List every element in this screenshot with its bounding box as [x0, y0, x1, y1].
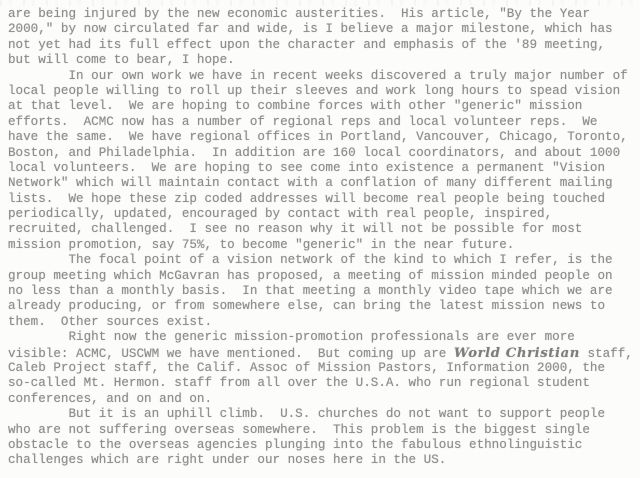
text-segment: Boston, and Philadelphia. In addition are 160 local coordinators, and about 1000 [8, 145, 621, 160]
text-segment: no less than a monthly basis. In that meeting a monthly video tape which we are [8, 284, 613, 299]
text-segment: efforts. ACMC now has a number of regional reps and local volunteer reps. We [8, 114, 598, 129]
document-line [8, 284, 640, 299]
text-segment: who are not suffering overseas somewhere. This problem is the biggest single [8, 422, 590, 437]
document-line [8, 330, 640, 345]
document-line [8, 161, 640, 176]
text-segment: obstacle to the overseas agencies plunging into the fabulous ethnolinguistic [8, 437, 583, 452]
text-segment: recruited, challenged. I see no reason why it will not be possible for most [8, 222, 583, 237]
text-segment: group meeting which McGavran has proposed, a meeting of mission minded people on [8, 268, 613, 283]
document-line [8, 453, 640, 468]
document-line [8, 22, 640, 37]
document-line [8, 376, 640, 391]
scan-artifact [0, 0, 640, 6]
text-segment: but will come to bear, I hope. [8, 53, 235, 68]
text-segment: But it is an uphill climb. U.S. churches do not want to support people [8, 407, 606, 422]
document-line [8, 192, 640, 207]
text-segment: local people willing to roll up their sleeves and work long hours to spead vision [8, 83, 621, 98]
text-segment: mission promotion, say 75%, to become "generic" in the near future. [8, 237, 515, 252]
document-line [8, 423, 640, 438]
text-segment: visible: ACMC, USCWM we have mentioned. But coming up are [8, 346, 454, 361]
text-segment: so-called Mt. Hermon. staff from all over the U.S.A. who run regional student [8, 376, 590, 391]
text-segment: challenges which are right under our noses here in the US. [8, 453, 447, 468]
emphasized-text: World Christian [453, 345, 580, 361]
document-line [8, 361, 640, 376]
document-line [8, 438, 640, 453]
text-segment: lists. We hope these zip coded addresses will become real people being touched [8, 191, 606, 206]
document-body [8, 7, 640, 469]
document-line [8, 253, 640, 268]
document-line [8, 392, 640, 407]
text-segment: The focal point of a vision network of the kind to which I refer, is the [8, 253, 613, 268]
text-segment: Network" which will maintain contact with a conflation of many different mailing [8, 176, 613, 191]
text-segment: not yet had its full effect upon the character and emphasis of the '89 meeting, [8, 37, 606, 52]
text-segment: 2000," by now circulated far and wide, is I believe a major milestone, which has [8, 22, 613, 37]
text-segment: at that level. We are hoping to combine forces with other "generic" mission [8, 99, 583, 114]
document-line [8, 99, 640, 114]
text-segment: already producing, or from somewhere else, can bring the latest mission news to [8, 299, 606, 314]
text-segment: Caleb Project staff, the Calif. Assoc of Mission Pastors, Information 2000, the [8, 360, 606, 375]
document-line [8, 238, 640, 253]
text-segment: periodically, updated, encouraged by contact with real people, inspired, [8, 207, 553, 222]
document-line [8, 146, 640, 161]
document-line [8, 53, 640, 68]
document-line [8, 130, 640, 145]
document-line [8, 207, 640, 222]
document-line [8, 407, 640, 422]
text-segment: Right now the generic mission-promotion professionals are ever more [8, 330, 575, 345]
text-segment: them. Other sources exist. [8, 314, 213, 329]
document-line [8, 269, 640, 284]
text-segment: have the same. We have regional offices in Portland, Vancouver, Chicago, Toronto, [8, 130, 628, 145]
document-line [8, 115, 640, 130]
text-segment: staff, [579, 346, 633, 361]
text-segment: conferences, and on and on. [8, 391, 213, 406]
text-segment: are being injured by the new economic austerities. His article, "By the Year [8, 7, 590, 21]
document-line [8, 222, 640, 237]
document-line [8, 346, 640, 361]
document-line [8, 7, 640, 22]
document-line [8, 299, 640, 314]
document-line [8, 176, 640, 191]
document-line [8, 315, 640, 330]
document-line [8, 84, 640, 99]
text-segment: local volunteers. We are hoping to see come into existence a permanent "Vision [8, 160, 606, 175]
document-line [8, 69, 640, 84]
document-line [8, 38, 640, 53]
text-segment: In our own work we have in recent weeks discovered a truly major number of [8, 68, 628, 83]
